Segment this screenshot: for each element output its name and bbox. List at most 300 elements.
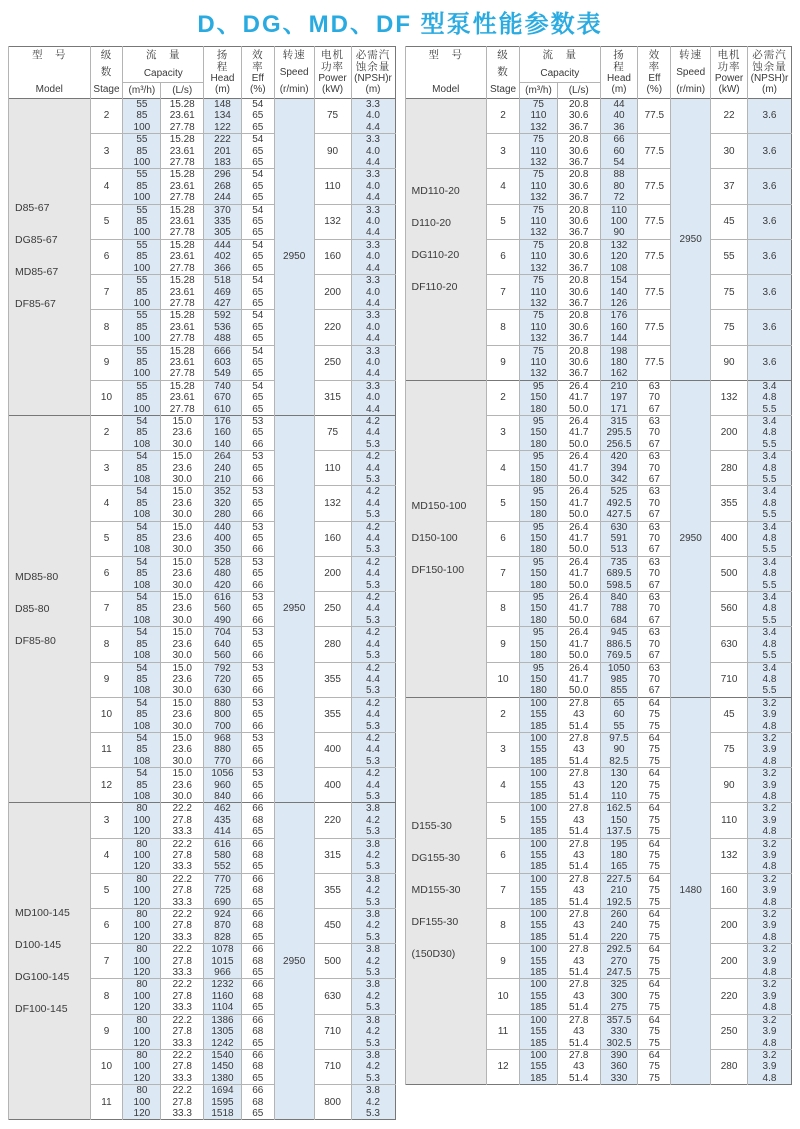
flow-ls-cell: 33.3 — [161, 1073, 204, 1085]
flow-m3h-cell: 85 — [123, 146, 161, 157]
flow-m3h-cell: 110 — [520, 110, 558, 121]
head-cell: 855 — [600, 685, 638, 697]
head-cell: 560 — [204, 650, 242, 662]
npsh-cell: 4.2 — [351, 697, 395, 709]
speed-cell: 2950 — [274, 99, 314, 416]
eff-cell: 77.5 — [638, 239, 671, 274]
flow-m3h-cell: 100 — [520, 732, 558, 744]
eff-cell: 70 — [638, 603, 671, 614]
head-cell: 366 — [204, 263, 242, 275]
flow-ls-cell: 27.78 — [161, 227, 204, 239]
npsh-cell: 5.3 — [351, 932, 395, 944]
eff-cell: 77.5 — [638, 99, 671, 134]
flow-ls-cell: 15.28 — [161, 169, 204, 181]
head-cell: 320 — [204, 498, 242, 509]
flow-m3h-cell: 155 — [520, 991, 558, 1002]
stage-cell: 9 — [487, 944, 520, 979]
table-header — [9, 47, 396, 99]
flow-ls-cell: 41.7 — [557, 498, 600, 509]
power-cell: 90 — [711, 345, 748, 380]
head-cell: 335 — [204, 216, 242, 227]
speed-cell: 2950 — [274, 803, 314, 1120]
head-cell: 792 — [204, 662, 242, 674]
flow-ls-cell: 43 — [557, 1026, 600, 1037]
flow-ls-cell: 51.4 — [557, 897, 600, 909]
eff-cell: 65 — [241, 603, 274, 614]
stage-cell: 10 — [90, 697, 123, 732]
eff-cell: 65 — [241, 780, 274, 791]
flow-ls-cell: 23.61 — [161, 110, 204, 121]
flow-ls-cell: 50.0 — [557, 650, 600, 662]
flow-m3h-cell: 108 — [123, 721, 161, 733]
flow-m3h-cell: 132 — [520, 157, 558, 169]
model-cell — [9, 803, 91, 1120]
npsh-cell: 4.8 — [748, 498, 792, 509]
head-cell: 528 — [204, 556, 242, 568]
flow-m3h-cell: 100 — [123, 368, 161, 380]
flow-ls-cell: 27.78 — [161, 368, 204, 380]
eff-cell: 53 — [241, 768, 274, 780]
flow-m3h-cell: 75 — [520, 99, 558, 111]
flow-m3h-cell: 85 — [123, 463, 161, 474]
eff-cell: 63 — [638, 556, 671, 568]
eff-cell: 53 — [241, 556, 274, 568]
npsh-cell: 3.3 — [351, 204, 395, 216]
npsh-cell: 3.6 — [748, 345, 792, 380]
npsh-cell: 3.9 — [748, 885, 792, 896]
eff-cell: 53 — [241, 697, 274, 709]
power-cell: 132 — [711, 838, 748, 873]
eff-cell: 75 — [638, 850, 671, 861]
stage-cell: 3 — [90, 803, 123, 838]
header-label: 数 — [100, 66, 113, 78]
npsh-cell: 3.3 — [351, 380, 395, 392]
flow-ls-cell: 23.6 — [161, 427, 204, 438]
stage-cell: 12 — [487, 1049, 520, 1084]
flow-m3h-cell: 185 — [520, 1002, 558, 1014]
npsh-cell: 3.8 — [351, 909, 395, 921]
head-cell: 400 — [204, 533, 242, 544]
flow-ls-cell: 23.6 — [161, 498, 204, 509]
flow-m3h-cell: 108 — [123, 650, 161, 662]
eff-cell: 77.5 — [638, 345, 671, 380]
eff-cell: 54 — [241, 275, 274, 287]
power-cell: 200 — [711, 415, 748, 450]
head-cell: 160 — [600, 322, 638, 333]
npsh-cell: 4.8 — [748, 1002, 792, 1014]
flow-m3h-cell: 85 — [123, 498, 161, 509]
npsh-cell: 3.8 — [351, 1014, 395, 1026]
head-cell: 165 — [600, 861, 638, 873]
flow-m3h-cell: 75 — [520, 204, 558, 216]
flow-m3h-cell: 155 — [520, 956, 558, 967]
flow-ls-cell: 23.6 — [161, 639, 204, 650]
header-label: (NPSH)r — [354, 73, 392, 84]
head-cell: 640 — [204, 639, 242, 650]
flow-m3h-cell: 100 — [520, 1014, 558, 1026]
eff-cell: 63 — [638, 415, 671, 427]
eff-cell: 66 — [241, 474, 274, 486]
power-cell: 250 — [314, 345, 351, 380]
model-name: DG85-67 — [15, 234, 58, 247]
npsh-cell: 4.4 — [351, 674, 395, 685]
flow-m3h-cell: 132 — [520, 192, 558, 204]
head-cell: 260 — [600, 909, 638, 921]
power-cell: 220 — [314, 310, 351, 345]
npsh-cell: 3.4 — [748, 451, 792, 463]
head-cell: 427 — [204, 298, 242, 310]
npsh-cell: 4.8 — [748, 756, 792, 768]
flow-ls-cell: 26.4 — [557, 556, 600, 568]
npsh-cell: 3.2 — [748, 697, 792, 709]
npsh-cell: 3.9 — [748, 780, 792, 791]
npsh-cell: 3.6 — [748, 204, 792, 239]
header-label: Speed — [676, 67, 706, 79]
flow-ls-cell: 33.3 — [161, 826, 204, 838]
header-label: Stage — [93, 84, 120, 95]
model-name: (150D30) — [411, 948, 456, 961]
eff-cell: 63 — [638, 380, 671, 392]
eff-cell: 70 — [638, 427, 671, 438]
flow-m3h-cell: 150 — [520, 533, 558, 544]
flow-m3h-cell: 80 — [123, 944, 161, 956]
head-cell: 82.5 — [600, 756, 638, 768]
header-label: (%) — [250, 84, 266, 95]
head-cell: 325 — [600, 979, 638, 991]
flow-m3h-cell: 80 — [123, 1085, 161, 1097]
eff-cell: 66 — [241, 979, 274, 991]
eff-cell: 64 — [638, 697, 671, 709]
flow-ls-cell: 27.8 — [161, 920, 204, 931]
head-cell: 966 — [204, 967, 242, 979]
stage-cell: 3 — [90, 134, 123, 169]
npsh-cell: 4.8 — [748, 1073, 792, 1085]
flow-m3h-cell: 100 — [520, 1049, 558, 1061]
head-cell: 394 — [600, 463, 638, 474]
head-cell: 330 — [600, 1073, 638, 1085]
head-cell: 666 — [204, 345, 242, 357]
head-cell: 880 — [204, 697, 242, 709]
head-cell: 120 — [600, 251, 638, 262]
eff-cell: 53 — [241, 486, 274, 498]
npsh-cell: 4.4 — [351, 333, 395, 345]
head-cell: 295.5 — [600, 427, 638, 438]
eff-cell: 75 — [638, 897, 671, 909]
head-cell: 610 — [204, 404, 242, 416]
flow-ls-cell: 36.7 — [557, 157, 600, 169]
eff-cell: 65 — [241, 357, 274, 368]
flow-ls-cell: 33.3 — [161, 932, 204, 944]
npsh-cell: 5.3 — [351, 1038, 395, 1050]
flow-ls-cell: 15.0 — [161, 556, 204, 568]
flow-m3h-cell: 155 — [520, 920, 558, 931]
flow-ls-cell: 23.61 — [161, 322, 204, 333]
power-cell: 90 — [711, 768, 748, 803]
header-label: 扬 — [216, 49, 229, 61]
npsh-cell: 4.4 — [351, 744, 395, 755]
flow-m3h-cell: 75 — [520, 345, 558, 357]
flow-ls-cell: 15.0 — [161, 521, 204, 533]
flow-ls-cell: 20.8 — [557, 99, 600, 111]
flow-ls-cell: 15.28 — [161, 99, 204, 111]
flow-m3h-cell: 85 — [123, 533, 161, 544]
npsh-cell: 3.2 — [748, 732, 792, 744]
eff-cell: 75 — [638, 1002, 671, 1014]
power-cell: 280 — [711, 1049, 748, 1084]
head-cell: 280 — [204, 509, 242, 521]
flow-ls-cell: 51.4 — [557, 791, 600, 803]
npsh-cell: 5.5 — [748, 474, 792, 486]
flow-m3h-cell: 54 — [123, 451, 161, 463]
flow-m3h-cell: 85 — [123, 110, 161, 121]
flow-m3h-cell: 180 — [520, 474, 558, 486]
npsh-cell: 4.4 — [351, 603, 395, 614]
flow-ls-cell: 43 — [557, 850, 600, 861]
npsh-cell: 3.9 — [748, 815, 792, 826]
head-cell: 603 — [204, 357, 242, 368]
flow-ls-cell: 26.4 — [557, 592, 600, 604]
flow-ls-cell: 51.4 — [557, 861, 600, 873]
head-cell: 630 — [600, 521, 638, 533]
flow-ls-cell: 20.8 — [557, 239, 600, 251]
power-cell: 45 — [711, 697, 748, 732]
flow-ls-cell: 27.8 — [557, 732, 600, 744]
flow-m3h-cell: 185 — [520, 897, 558, 909]
npsh-cell: 3.6 — [748, 99, 792, 134]
flow-ls-cell: 27.8 — [557, 979, 600, 991]
eff-cell: 65 — [241, 967, 274, 979]
eff-cell: 70 — [638, 639, 671, 650]
flow-m3h-cell: 180 — [520, 509, 558, 521]
head-cell: 828 — [204, 932, 242, 944]
flow-m3h-cell: 108 — [123, 756, 161, 768]
col-header-stage — [90, 47, 123, 99]
head-cell: 183 — [204, 157, 242, 169]
head-cell: 670 — [204, 392, 242, 403]
flow-ls-cell: 30.0 — [161, 474, 204, 486]
stage-cell: 5 — [487, 204, 520, 239]
flow-m3h-cell: 80 — [123, 1049, 161, 1061]
flow-ls-cell: 50.0 — [557, 544, 600, 556]
flow-ls-cell: 26.4 — [557, 380, 600, 392]
npsh-cell: 5.3 — [351, 1073, 395, 1085]
npsh-cell: 4.4 — [351, 427, 395, 438]
flow-ls-cell: 22.2 — [161, 1014, 204, 1026]
eff-cell: 75 — [638, 991, 671, 1002]
table-body — [9, 99, 396, 1120]
stage-cell: 6 — [90, 556, 123, 591]
power-cell: 30 — [711, 134, 748, 169]
table-body — [405, 99, 792, 1085]
power-cell: 800 — [314, 1085, 351, 1120]
npsh-cell: 5.3 — [351, 897, 395, 909]
flow-m3h-cell: 95 — [520, 486, 558, 498]
power-cell: 250 — [314, 592, 351, 627]
head-cell: 134 — [204, 110, 242, 121]
flow-ls-cell: 41.7 — [557, 639, 600, 650]
npsh-cell: 4.4 — [351, 192, 395, 204]
flow-ls-cell: 33.3 — [161, 897, 204, 909]
npsh-cell: 4.2 — [351, 627, 395, 639]
flow-m3h-cell: 155 — [520, 815, 558, 826]
npsh-cell: 4.4 — [351, 533, 395, 544]
header-label: (r/min) — [676, 84, 706, 95]
flow-m3h-cell: 120 — [123, 1108, 161, 1120]
flow-m3h-cell: 95 — [520, 592, 558, 604]
flow-m3h-cell: 110 — [520, 181, 558, 192]
eff-cell: 64 — [638, 979, 671, 991]
eff-cell: 68 — [241, 1061, 274, 1072]
head-cell: 549 — [204, 368, 242, 380]
head-cell: 66 — [600, 134, 638, 146]
head-cell: 148 — [204, 99, 242, 111]
flow-m3h-cell: 150 — [520, 463, 558, 474]
flow-ls-cell: 27.8 — [557, 944, 600, 956]
flow-m3h-cell: 100 — [123, 122, 161, 134]
flow-m3h-cell: 120 — [123, 1002, 161, 1014]
flow-ls-cell: 36.7 — [557, 368, 600, 380]
head-cell: 1305 — [204, 1026, 242, 1037]
power-cell: 160 — [711, 873, 748, 908]
head-cell: 55 — [600, 721, 638, 733]
header-label: (m) — [611, 84, 627, 95]
npsh-cell: 4.8 — [748, 721, 792, 733]
flow-m3h-cell: 54 — [123, 486, 161, 498]
flow-m3h-cell: 180 — [520, 615, 558, 627]
flow-m3h-cell: 54 — [123, 556, 161, 568]
flow-ls-cell: 27.8 — [161, 1026, 204, 1037]
model-name: D85-67 — [15, 202, 50, 215]
stage-cell: 2 — [487, 380, 520, 415]
header-label: Speed — [279, 67, 309, 79]
header-label: 程 — [613, 60, 625, 73]
flow-m3h-cell: 110 — [520, 251, 558, 262]
header-label: 数 — [497, 66, 509, 78]
npsh-cell: 3.2 — [748, 768, 792, 780]
header-label: 必需汽 — [752, 49, 787, 61]
flow-ls-cell: 22.2 — [161, 1049, 204, 1061]
head-cell: 469 — [204, 287, 242, 298]
stage-cell: 9 — [90, 662, 123, 697]
flow-m3h-cell: 100 — [123, 192, 161, 204]
header-label: 程 — [216, 60, 229, 73]
model-name: MD155-30 — [411, 884, 461, 897]
speed-cell: 2950 — [274, 415, 314, 802]
power-cell: 355 — [314, 662, 351, 697]
head-cell: 800 — [204, 709, 242, 720]
header-label: Head — [210, 73, 235, 84]
flow-m3h-cell: 185 — [520, 932, 558, 944]
flow-ls-cell: 51.4 — [557, 721, 600, 733]
npsh-cell: 5.3 — [351, 861, 395, 873]
eff-cell: 68 — [241, 815, 274, 826]
head-cell: 122 — [204, 122, 242, 134]
flow-ls-cell: 43 — [557, 1061, 600, 1072]
flow-m3h-cell: 150 — [520, 639, 558, 650]
npsh-cell: 5.3 — [351, 685, 395, 697]
eff-cell: 63 — [638, 592, 671, 604]
flow-m3h-cell: 85 — [123, 251, 161, 262]
head-cell: 220 — [600, 932, 638, 944]
flow-m3h-cell: 110 — [520, 287, 558, 298]
eff-cell: 66 — [241, 1014, 274, 1026]
flow-ls-cell: 27.8 — [557, 768, 600, 780]
header-label: 蚀余量 — [752, 60, 787, 73]
col-header-unit-m3h: (m³/h) — [520, 83, 558, 99]
stage-cell: 6 — [90, 239, 123, 274]
npsh-cell: 3.9 — [748, 920, 792, 931]
eff-cell: 66 — [241, 439, 274, 451]
npsh-cell: 5.3 — [351, 544, 395, 556]
head-cell: 210 — [204, 474, 242, 486]
head-cell: 689.5 — [600, 568, 638, 579]
flow-m3h-cell: 100 — [520, 697, 558, 709]
stage-cell: 7 — [90, 275, 123, 310]
flow-ls-cell: 51.4 — [557, 932, 600, 944]
power-cell: 200 — [711, 944, 748, 979]
flow-m3h-cell: 75 — [520, 310, 558, 322]
npsh-cell: 3.6 — [748, 134, 792, 169]
header-label: (r/min) — [279, 84, 309, 95]
flow-m3h-cell: 100 — [123, 227, 161, 239]
power-cell: 315 — [314, 838, 351, 873]
head-cell: 591 — [600, 533, 638, 544]
col-header-eff — [241, 47, 274, 99]
stage-cell: 3 — [487, 732, 520, 767]
eff-cell: 64 — [638, 944, 671, 956]
col-header-head — [600, 47, 638, 99]
head-cell: 198 — [600, 345, 638, 357]
flow-m3h-cell: 100 — [520, 873, 558, 885]
eff-cell: 64 — [638, 1049, 671, 1061]
npsh-cell: 4.2 — [351, 1061, 395, 1072]
eff-cell: 65 — [241, 263, 274, 275]
table-row — [405, 99, 792, 111]
power-cell: 710 — [314, 1014, 351, 1049]
power-cell: 110 — [314, 169, 351, 204]
eff-cell: 63 — [638, 662, 671, 674]
model-name: D85-80 — [15, 602, 50, 615]
flow-m3h-cell: 150 — [520, 392, 558, 403]
head-cell: 162 — [600, 368, 638, 380]
header-label: 率 — [648, 60, 661, 73]
npsh-cell: 4.0 — [351, 251, 395, 262]
npsh-cell: 5.3 — [351, 474, 395, 486]
flow-ls-cell: 26.4 — [557, 415, 600, 427]
flow-m3h-cell: 100 — [123, 298, 161, 310]
npsh-cell: 5.5 — [748, 615, 792, 627]
flow-ls-cell: 36.7 — [557, 227, 600, 239]
flow-ls-cell: 41.7 — [557, 463, 600, 474]
power-cell: 400 — [314, 768, 351, 803]
head-cell: 462 — [204, 803, 242, 815]
npsh-cell: 3.4 — [748, 627, 792, 639]
npsh-cell: 3.4 — [748, 662, 792, 674]
flow-ls-cell: 22.2 — [161, 838, 204, 850]
flow-ls-cell: 30.6 — [557, 181, 600, 192]
flow-ls-cell: 30.0 — [161, 615, 204, 627]
npsh-cell: 4.0 — [351, 392, 395, 403]
flow-ls-cell: 27.8 — [557, 909, 600, 921]
eff-cell: 66 — [241, 803, 274, 815]
flow-m3h-cell: 85 — [123, 357, 161, 368]
flow-m3h-cell: 132 — [520, 368, 558, 380]
npsh-cell: 4.8 — [748, 427, 792, 438]
head-cell: 222 — [204, 134, 242, 146]
npsh-cell: 4.8 — [748, 897, 792, 909]
header-label: Power — [318, 73, 347, 84]
eff-cell: 65 — [241, 322, 274, 333]
